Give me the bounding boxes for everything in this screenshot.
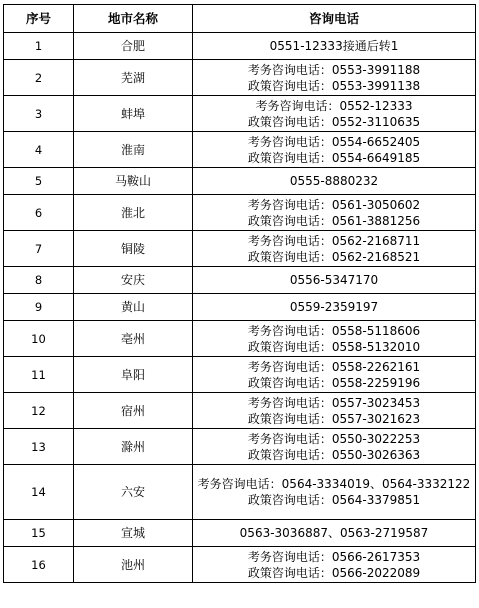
row-number: 1 (4, 33, 74, 60)
row-number: 16 (4, 547, 74, 583)
phone-line: 0559-2359197 (289, 300, 379, 314)
row-number: 12 (4, 393, 74, 429)
table-body (4, 33, 476, 583)
phone-line: 0556-5347170 (289, 273, 379, 287)
table-row (4, 168, 476, 195)
table-row (4, 231, 476, 267)
phone-cell (193, 132, 476, 168)
phone-line: 考务咨询电话：0557-3023453 (247, 395, 421, 410)
phone-line: 政策咨询电话：0550-3026363 (247, 447, 421, 462)
phone-line: 考务咨询电话：0550-3022253 (247, 431, 421, 446)
phone-line: 政策咨询电话：0557-3021623 (247, 411, 421, 426)
phone-cell (193, 547, 476, 583)
row-number: 11 (4, 357, 74, 393)
table-row (4, 547, 476, 583)
row-number: 14 (4, 465, 74, 520)
table-row (4, 195, 476, 231)
city-name: 芜湖 (74, 60, 193, 96)
table-row (4, 33, 476, 60)
header-phone: 咨询电话 (193, 5, 476, 33)
phone-cell (193, 294, 476, 321)
phone-cell (193, 231, 476, 267)
phone-line: 政策咨询电话：0564-3379851 (247, 493, 421, 507)
phone-line: 考务咨询电话：0566-2617353 (247, 549, 421, 564)
city-name: 六安 (74, 465, 193, 520)
phone-line: 考务咨询电话：0558-5118606 (247, 323, 421, 338)
table-row (4, 357, 476, 393)
row-number: 6 (4, 195, 74, 231)
phone-line: 0555-8880232 (289, 174, 379, 188)
phone-cell (193, 168, 476, 195)
table-row (4, 294, 476, 321)
phone-line: 政策咨询电话：0552-3110635 (247, 114, 421, 129)
table-row (4, 465, 476, 520)
phone-cell (193, 429, 476, 465)
table-row (4, 60, 476, 96)
phone-line: 政策咨询电话：0558-5132010 (247, 339, 421, 354)
row-number: 10 (4, 321, 74, 357)
phone-line: 考务咨询电话：0564-3334019、0564-3332122 (197, 477, 471, 491)
row-number: 15 (4, 520, 74, 547)
phone-cell (193, 33, 476, 60)
row-number: 2 (4, 60, 74, 96)
city-name: 铜陵 (74, 231, 193, 267)
row-number: 9 (4, 294, 74, 321)
phone-cell (193, 465, 476, 520)
phone-line: 考务咨询电话：0561-3050602 (247, 197, 421, 212)
city-name: 亳州 (74, 321, 193, 357)
city-name: 黄山 (74, 294, 193, 321)
city-name: 宣城 (74, 520, 193, 547)
phone-line: 政策咨询电话：0566-2022089 (247, 565, 421, 580)
phone-cell (193, 267, 476, 294)
phone-cell (193, 520, 476, 547)
row-number: 4 (4, 132, 74, 168)
phone-line: 考务咨询电话：0552-12333 (255, 98, 413, 113)
city-name: 合肥 (74, 33, 193, 60)
phone-line: 考务咨询电话：0562-2168711 (247, 233, 421, 248)
phone-line: 考务咨询电话：0553-3991188 (247, 62, 421, 77)
phone-line: 0563-3036887、0563-2719587 (239, 526, 429, 540)
contact-table (3, 4, 476, 583)
row-number: 13 (4, 429, 74, 465)
city-name: 马鞍山 (74, 168, 193, 195)
row-number: 7 (4, 231, 74, 267)
phone-line: 考务咨询电话：0558-2262161 (247, 359, 421, 374)
table-row (4, 267, 476, 294)
table-row (4, 321, 476, 357)
row-number: 3 (4, 96, 74, 132)
header-number: 序号 (4, 5, 74, 33)
city-name: 淮北 (74, 195, 193, 231)
row-number: 8 (4, 267, 74, 294)
phone-cell (193, 195, 476, 231)
phone-line: 0551-12333接通后转1 (269, 39, 399, 53)
phone-line: 政策咨询电话：0554-6649185 (247, 150, 421, 165)
table-row (4, 520, 476, 547)
header-city: 地市名称 (74, 5, 193, 33)
phone-cell (193, 393, 476, 429)
city-name: 淮南 (74, 132, 193, 168)
phone-cell (193, 60, 476, 96)
city-name: 阜阳 (74, 357, 193, 393)
table-row (4, 429, 476, 465)
city-name: 滁州 (74, 429, 193, 465)
city-name: 安庆 (74, 267, 193, 294)
table-row (4, 393, 476, 429)
table-row (4, 96, 476, 132)
phone-cell (193, 357, 476, 393)
header-row (4, 5, 476, 33)
phone-line: 政策咨询电话：0553-3991138 (247, 78, 421, 93)
city-name: 宿州 (74, 393, 193, 429)
phone-cell (193, 321, 476, 357)
row-number: 5 (4, 168, 74, 195)
phone-line: 政策咨询电话：0558-2259196 (247, 375, 421, 390)
city-name: 蚌埠 (74, 96, 193, 132)
phone-cell (193, 96, 476, 132)
phone-line: 考务咨询电话：0554-6652405 (247, 134, 421, 149)
table-row (4, 132, 476, 168)
phone-line: 政策咨询电话：0562-2168521 (247, 249, 421, 264)
city-name: 池州 (74, 547, 193, 583)
phone-line: 政策咨询电话：0561-3881256 (247, 213, 421, 228)
